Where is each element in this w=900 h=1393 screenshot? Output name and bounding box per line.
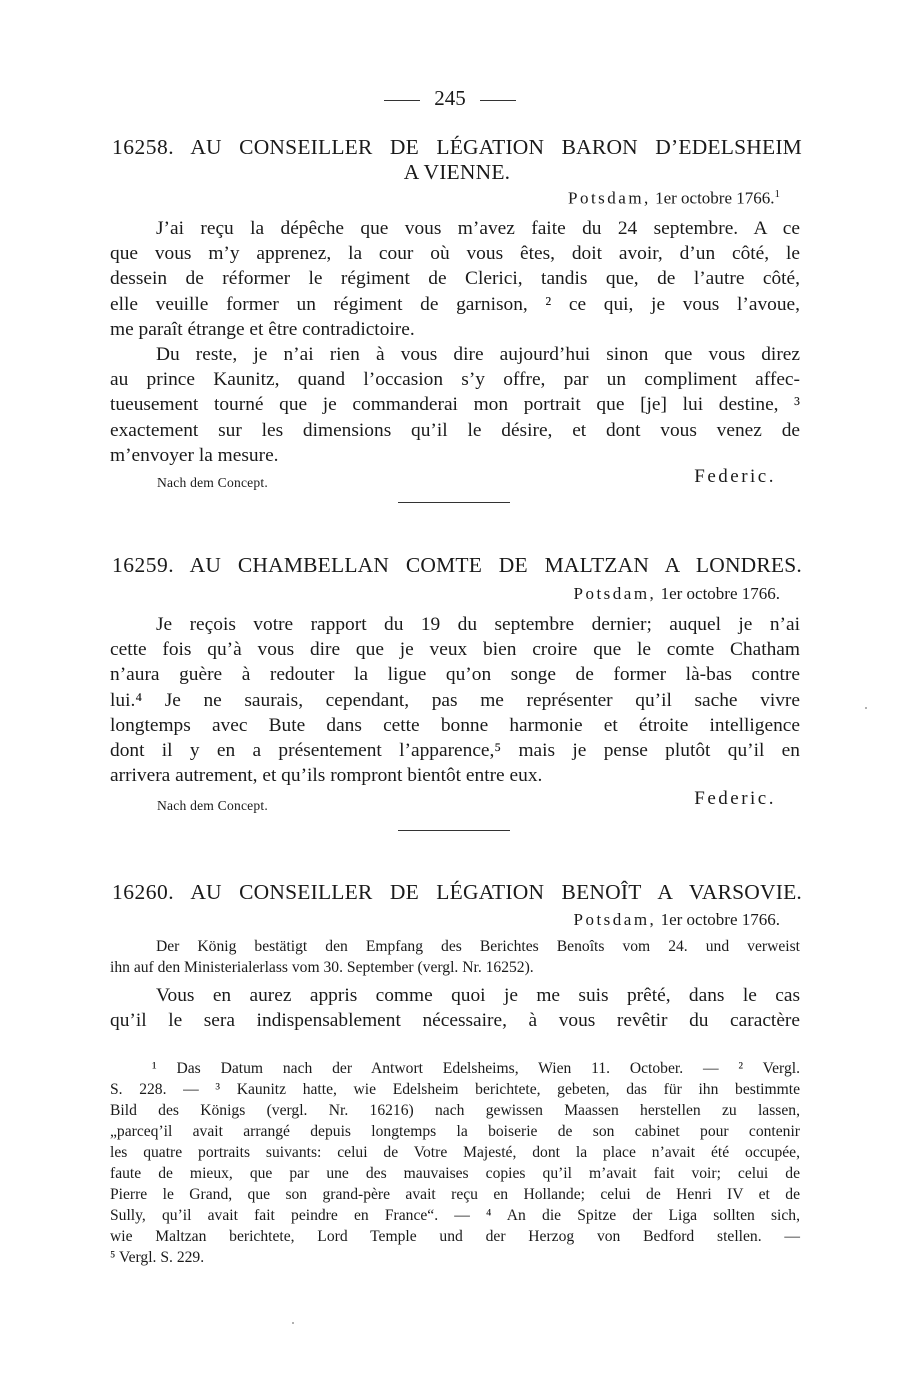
body-line: au prince Kaunitz, quand l’occasion s’y offre, par un compliment affec-: [110, 369, 800, 391]
letter-body-16258: [110, 216, 800, 468]
body-line: arrivera autrement, et qu’ils rompront bientôt entre eux.: [110, 765, 543, 787]
footnote-line: S. 228. — ³ Kaunitz hatte, wie Edelsheim berichtete, gebeten, das für ihn bestimmte: [110, 1081, 800, 1098]
source-note-16258: Nach dem Concept.: [157, 475, 268, 490]
footnote-line: Pierre le Grand, que son grand-père avait reçu en Hollande; celui de Henri IV et de: [110, 1186, 800, 1203]
print-speck: [865, 707, 867, 709]
summary-line: Der König bestätigt den Empfang des Berichtes Benoîts vom 24. und verweist: [156, 938, 800, 955]
letter-body-16259: [110, 612, 800, 788]
letter-number: 16258.: [112, 135, 175, 159]
dateline-place: Potsdam,: [573, 910, 657, 929]
letter-title: AU CONSEILLER DE LÉGATION BENOÎT A VARSOVIE.: [190, 880, 802, 904]
body-line: dont il y en a présentement l’apparence,⁵ mais je pense plutôt qu’il en: [110, 740, 800, 762]
footnote-line: ⁵ Vergl. S. 229.: [110, 1249, 205, 1266]
dateline-place: Potsdam,: [573, 584, 657, 603]
body-line: me paraît étrange et être contradictoire.: [110, 318, 415, 340]
dateline-16259: [574, 584, 781, 604]
letter-heading-16258: [112, 135, 802, 185]
body-line: lui.⁴ Je ne saurais, cependant, pas me représenter qu’il sache vivre: [110, 689, 800, 711]
footnotes: [110, 1058, 800, 1268]
body-line: dessein de réformer le régiment de Clerici, tandis que, de l’autre côté,: [110, 268, 800, 290]
footnote-line: les quatre portraits suivants: celui de Votre Majesté, dont la place n’avait été occupée,: [110, 1144, 800, 1161]
letter-summary-16260: [110, 936, 800, 978]
letter-heading-16260: [112, 880, 802, 905]
body-line: J’ai reçu la dépêche que vous m’avez faite du 24 septembre. A ce: [156, 218, 800, 239]
letter-heading-16259: [112, 553, 802, 578]
print-speck: [292, 1322, 294, 1324]
source-note-16259: Nach dem Concept.: [157, 798, 268, 813]
signature-16259: Federic.: [694, 788, 776, 809]
page-number-text: 245: [434, 86, 466, 110]
dateline-footnote-ref: 1: [774, 188, 780, 200]
letter-title: AU CHAMBELLAN COMTE DE MALTZAN A LONDRES.: [189, 553, 802, 577]
body-line: Je reçois votre rapport du 19 du septembre dernier; auquel je n’ai: [156, 614, 800, 635]
dateline-date: 1er octobre 1766.: [655, 188, 775, 208]
page-number-dash-left: [384, 100, 420, 101]
body-line: exactement sur les dimensions qu’il le désire, et dont vous venez de: [110, 419, 800, 441]
footnote-line: wie Maltzan berichtete, Lord Temple und der Herzog von Bedford stellen. —: [110, 1228, 800, 1245]
letter-title-line2: A VIENNE.: [403, 160, 511, 184]
body-line: tueusement tourné que je commanderai mon portrait que [je] lui destine, ³: [110, 394, 800, 416]
body-line: que vous m’y apprenez, la cour où vous êtes, doit avoir, d’un côté, le: [110, 243, 800, 265]
footnote-line: ¹ Das Datum nach der Antwort Edelsheims, Wien 11. October. — ² Vergl.: [152, 1060, 800, 1077]
letter-number: 16259.: [112, 553, 175, 577]
dateline-place: Potsdam,: [568, 188, 651, 208]
body-line: longtemps avec Bute dans cette bonne harmonie et étroite intelligence: [110, 714, 800, 736]
letter-body-16260: [110, 983, 800, 1033]
body-line: Vous en aurez appris comme quoi je me suis prêté, dans le cas: [156, 985, 800, 1006]
dateline-16260: [574, 910, 781, 930]
summary-line: ihn auf den Ministerialerlass vom 30. September (vergl. Nr. 16252).: [110, 959, 534, 976]
body-line: cette fois qu’à vous dire que je veux bien croire que le comte Chatham: [110, 639, 800, 661]
footnote-line: Bild des Königs (vergl. Nr. 16216) nach gewissen Maassen herstellen zu lassen,: [110, 1102, 800, 1119]
letter-number: 16260.: [112, 880, 175, 904]
dateline-date: 1er octobre 1766.: [660, 584, 780, 603]
page-number: [0, 86, 900, 111]
section-rule: [398, 502, 510, 503]
body-line: elle veuille former un régiment de garnison, ² ce qui, je vous l’avoue,: [110, 293, 800, 315]
footnote-line: faute de mieux, que par une des mauvaises copies qu’il m’avait fait voir; celui de: [110, 1165, 800, 1182]
dateline-date: 1er octobre 1766.: [660, 910, 780, 929]
footnote-line: Sully, qu’il avait fait peindre en France“. — ⁴ An die Spitze der Liga sollten sich,: [110, 1207, 800, 1224]
body-line: m’envoyer la mesure.: [110, 444, 279, 466]
dateline-16258: [568, 188, 780, 209]
page-number-dash-right: [480, 100, 516, 101]
letter-title: AU CONSEILLER DE LÉGATION BARON D’EDELSHEIM: [190, 135, 802, 159]
body-line: Du reste, je n’ai rien à vous dire aujourd’hui sinon que vous direz: [156, 344, 800, 366]
body-line: n’aura guère à redouter la ligue qu’on songe de former là-bas contre: [110, 664, 800, 686]
section-rule: [398, 830, 510, 831]
footnote-line: „parceq’il avait arrangé depuis longtemps la boiserie de son cabinet pour contenir: [110, 1123, 800, 1140]
signature-16258: Federic.: [694, 466, 776, 487]
body-line: qu’il le sera indispensablement nécessaire, à vous revêtir du caractère: [110, 1010, 800, 1032]
